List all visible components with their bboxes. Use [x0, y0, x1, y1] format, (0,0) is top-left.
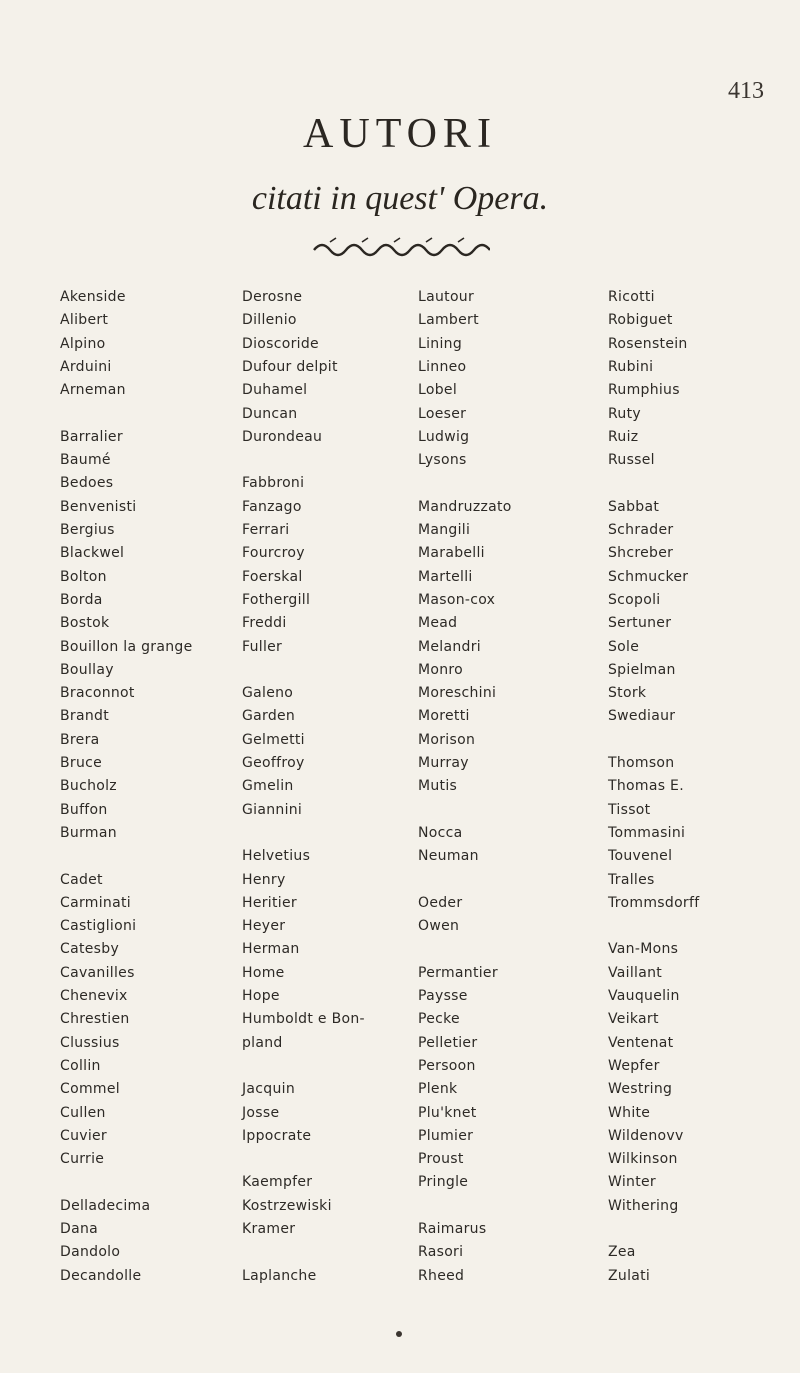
author-name: Cadet — [60, 871, 103, 888]
author-name: Wepfer — [608, 1057, 660, 1074]
author-name: Ferrari — [242, 522, 290, 538]
author-name: Mead — [418, 615, 458, 632]
author-name: Bouillon la grange — [60, 638, 193, 655]
author-name: Catesby — [60, 941, 120, 958]
author-name: Pringle — [418, 1174, 469, 1191]
author-name: Marabelli — [418, 545, 485, 562]
author-name: Paysse — [418, 988, 468, 1004]
author-name: Robiguet — [608, 312, 673, 329]
author-name: Brandt — [60, 708, 109, 725]
author-name: Veikart — [608, 1011, 659, 1028]
author-name: Bergius — [60, 522, 115, 538]
author-name: Arneman — [60, 382, 126, 399]
author-name: Pelletier — [418, 1034, 478, 1051]
author-name: Tommasini — [608, 824, 686, 841]
author-name: Westring — [608, 1081, 673, 1098]
author-name: Brera — [60, 731, 100, 748]
author-name: Rheed — [418, 1267, 465, 1284]
author-name: Boullay — [60, 661, 114, 678]
author-name: Henry — [242, 871, 286, 888]
author-name: Giannini — [242, 801, 303, 818]
author-name: Neuman — [418, 848, 479, 865]
author-name: Tralles — [608, 871, 655, 888]
author-name: Rubini — [608, 358, 654, 375]
author-name: Lysons — [418, 452, 467, 469]
author-name: Van-Mons — [608, 941, 679, 958]
author-name: Vauquelin — [608, 988, 680, 1004]
author-name: Freddi — [242, 615, 287, 632]
author-name: Gelmetti — [242, 731, 305, 748]
author-name: Thomson — [608, 755, 675, 771]
author-name: Melandri — [418, 638, 481, 655]
author-name: Persoon — [418, 1057, 476, 1074]
author-name: Owen — [418, 918, 460, 935]
author-name: Dana — [60, 1221, 99, 1237]
author-name: Gmelin — [242, 778, 294, 795]
author-name: Ippocrate — [242, 1127, 312, 1144]
author-name: Bostok — [60, 615, 110, 632]
author-name: Shcreber — [608, 545, 674, 562]
author-name: Lautour — [418, 289, 475, 305]
author-name: Duncan — [242, 405, 298, 422]
author-name: Collin — [60, 1057, 101, 1074]
author-name: Bedoes — [60, 475, 114, 492]
author-name: Buffon — [60, 801, 108, 818]
author-name: Bucholz — [60, 778, 117, 795]
author-name: Touvenel — [608, 848, 673, 865]
page-subtitle: citati in quest' Opera. — [251, 180, 549, 217]
author-name: Currie — [60, 1151, 105, 1168]
author-name: Fabbroni — [242, 475, 305, 492]
author-name: Dioscoride — [242, 335, 319, 352]
author-name: Braconnot — [60, 685, 135, 702]
author-name: Rasori — [418, 1244, 464, 1261]
author-name: Humboldt e Bon- — [242, 1011, 365, 1028]
author-name: Mangili — [418, 522, 471, 538]
author-name: Sertuner — [608, 615, 672, 632]
author-name: Durondeau — [242, 428, 323, 445]
page-title: AUTORI — [303, 111, 497, 157]
author-name: Galeno — [242, 685, 294, 702]
author-name: Thomas E. — [608, 778, 684, 795]
author-name: Loeser — [418, 405, 467, 422]
author-name: Trommsdorff — [608, 894, 700, 911]
page-number: 413 — [728, 78, 764, 104]
author-name: Wilkinson — [608, 1151, 678, 1168]
author-name: Benvenisti — [60, 498, 137, 515]
author-name: Pecke — [418, 1011, 460, 1028]
decorative-dot — [396, 1331, 402, 1337]
author-name: Ventenat — [608, 1034, 674, 1051]
author-name: Schmucker — [608, 568, 689, 585]
author-name: Fourcroy — [242, 545, 305, 562]
author-name: Swediaur — [608, 708, 676, 725]
author-name: Fanzago — [242, 498, 302, 515]
author-name: White — [608, 1104, 651, 1121]
author-name: Sabbat — [608, 498, 660, 515]
author-name: Schrader — [608, 522, 674, 538]
author-name: Moreschini — [418, 685, 497, 702]
author-name: Commel — [60, 1081, 120, 1098]
author-name: Raimarus — [418, 1221, 487, 1237]
author-name: Barralier — [60, 428, 123, 445]
author-name: Cuvier — [60, 1127, 107, 1144]
author-name: Moretti — [418, 708, 470, 725]
author-name: Kramer — [242, 1221, 296, 1237]
author-name: Oeder — [418, 894, 463, 911]
author-name: Laplanche — [242, 1267, 317, 1284]
author-name: Ludwig — [418, 428, 470, 445]
author-name: Bruce — [60, 755, 103, 771]
author-name: Akenside — [60, 289, 126, 305]
author-name: Castiglioni — [60, 918, 137, 935]
author-name: Home — [242, 964, 285, 981]
author-name: Tissot — [608, 801, 651, 818]
author-name: Ricotti — [608, 289, 655, 305]
author-name: Mandruzzato — [418, 498, 512, 515]
author-name: Jacquin — [242, 1081, 296, 1098]
author-name: Cullen — [60, 1104, 106, 1121]
author-name: Lambert — [418, 312, 479, 329]
author-name: Plumier — [418, 1127, 474, 1144]
author-name: Ruty — [608, 405, 641, 422]
author-name: pland — [242, 1034, 283, 1051]
author-name: Delladecima — [60, 1197, 151, 1214]
author-name: Zea — [608, 1244, 636, 1261]
author-name: Burman — [60, 824, 117, 841]
author-name: Lining — [418, 335, 463, 352]
author-name: Vaillant — [608, 964, 663, 981]
decorative-flourish — [310, 236, 490, 258]
author-name: Alibert — [60, 312, 109, 329]
author-name: Kostrzewiski — [242, 1197, 332, 1214]
author-name: Blackwel — [60, 545, 125, 562]
author-name: Ruiz — [608, 428, 639, 445]
author-name: Spielman — [608, 661, 676, 678]
author-name: Winter — [608, 1174, 656, 1191]
author-name: Decandolle — [60, 1267, 142, 1284]
author-name: Heyer — [242, 918, 286, 935]
author-name: Duhamel — [242, 382, 308, 399]
author-name: Proust — [418, 1151, 464, 1168]
author-name: Borda — [60, 591, 103, 608]
author-name: Foerskal — [242, 568, 303, 585]
author-name: Chenevix — [60, 988, 128, 1004]
author-name: Rumphius — [608, 382, 680, 399]
author-name: Scopoli — [608, 591, 661, 608]
author-name: Plenk — [418, 1081, 458, 1098]
author-name: Linneo — [418, 358, 467, 375]
author-name: Mason-cox — [418, 591, 496, 608]
author-name: Permantier — [418, 964, 498, 981]
author-name: Rosenstein — [608, 335, 688, 352]
author-name: Carminati — [60, 894, 131, 911]
author-name: Dandolo — [60, 1244, 121, 1261]
author-name: Bolton — [60, 568, 107, 585]
author-name: Martelli — [418, 568, 473, 585]
author-name: Lobel — [418, 382, 458, 399]
author-name: Dufour delpit — [242, 358, 338, 375]
author-name: Plu'knet — [418, 1104, 477, 1121]
author-name: Helvetius — [242, 848, 311, 865]
author-name: Russel — [608, 452, 655, 469]
author-name: Alpino — [60, 335, 106, 352]
author-name: Murray — [418, 755, 469, 771]
author-name: Withering — [608, 1197, 679, 1214]
author-name: Zulati — [608, 1267, 651, 1284]
author-name: Josse — [242, 1104, 280, 1121]
author-name: Wildenovv — [608, 1127, 684, 1144]
author-name: Morison — [418, 731, 476, 748]
author-name: Cavanilles — [60, 964, 135, 981]
author-name: Fothergill — [242, 591, 311, 608]
author-name: Clussius — [60, 1034, 120, 1051]
author-name: Hope — [242, 988, 280, 1004]
author-name: Stork — [608, 685, 647, 702]
author-name: Nocca — [418, 824, 463, 841]
author-name: Dillenio — [242, 312, 297, 329]
author-name: Sole — [608, 638, 640, 655]
author-name: Heritier — [242, 894, 297, 911]
author-name: Derosne — [242, 289, 303, 305]
author-name: Mutis — [418, 778, 458, 795]
author-name: Baumé — [60, 452, 111, 469]
author-name: Garden — [242, 708, 296, 725]
author-name: Fuller — [242, 638, 283, 655]
author-name: Kaempfer — [242, 1174, 313, 1191]
author-name: Herman — [242, 941, 300, 958]
author-name: Geoffroy — [242, 755, 305, 771]
author-name: Chrestien — [60, 1011, 130, 1028]
author-name: Monro — [418, 661, 464, 678]
author-name: Arduini — [60, 358, 112, 375]
